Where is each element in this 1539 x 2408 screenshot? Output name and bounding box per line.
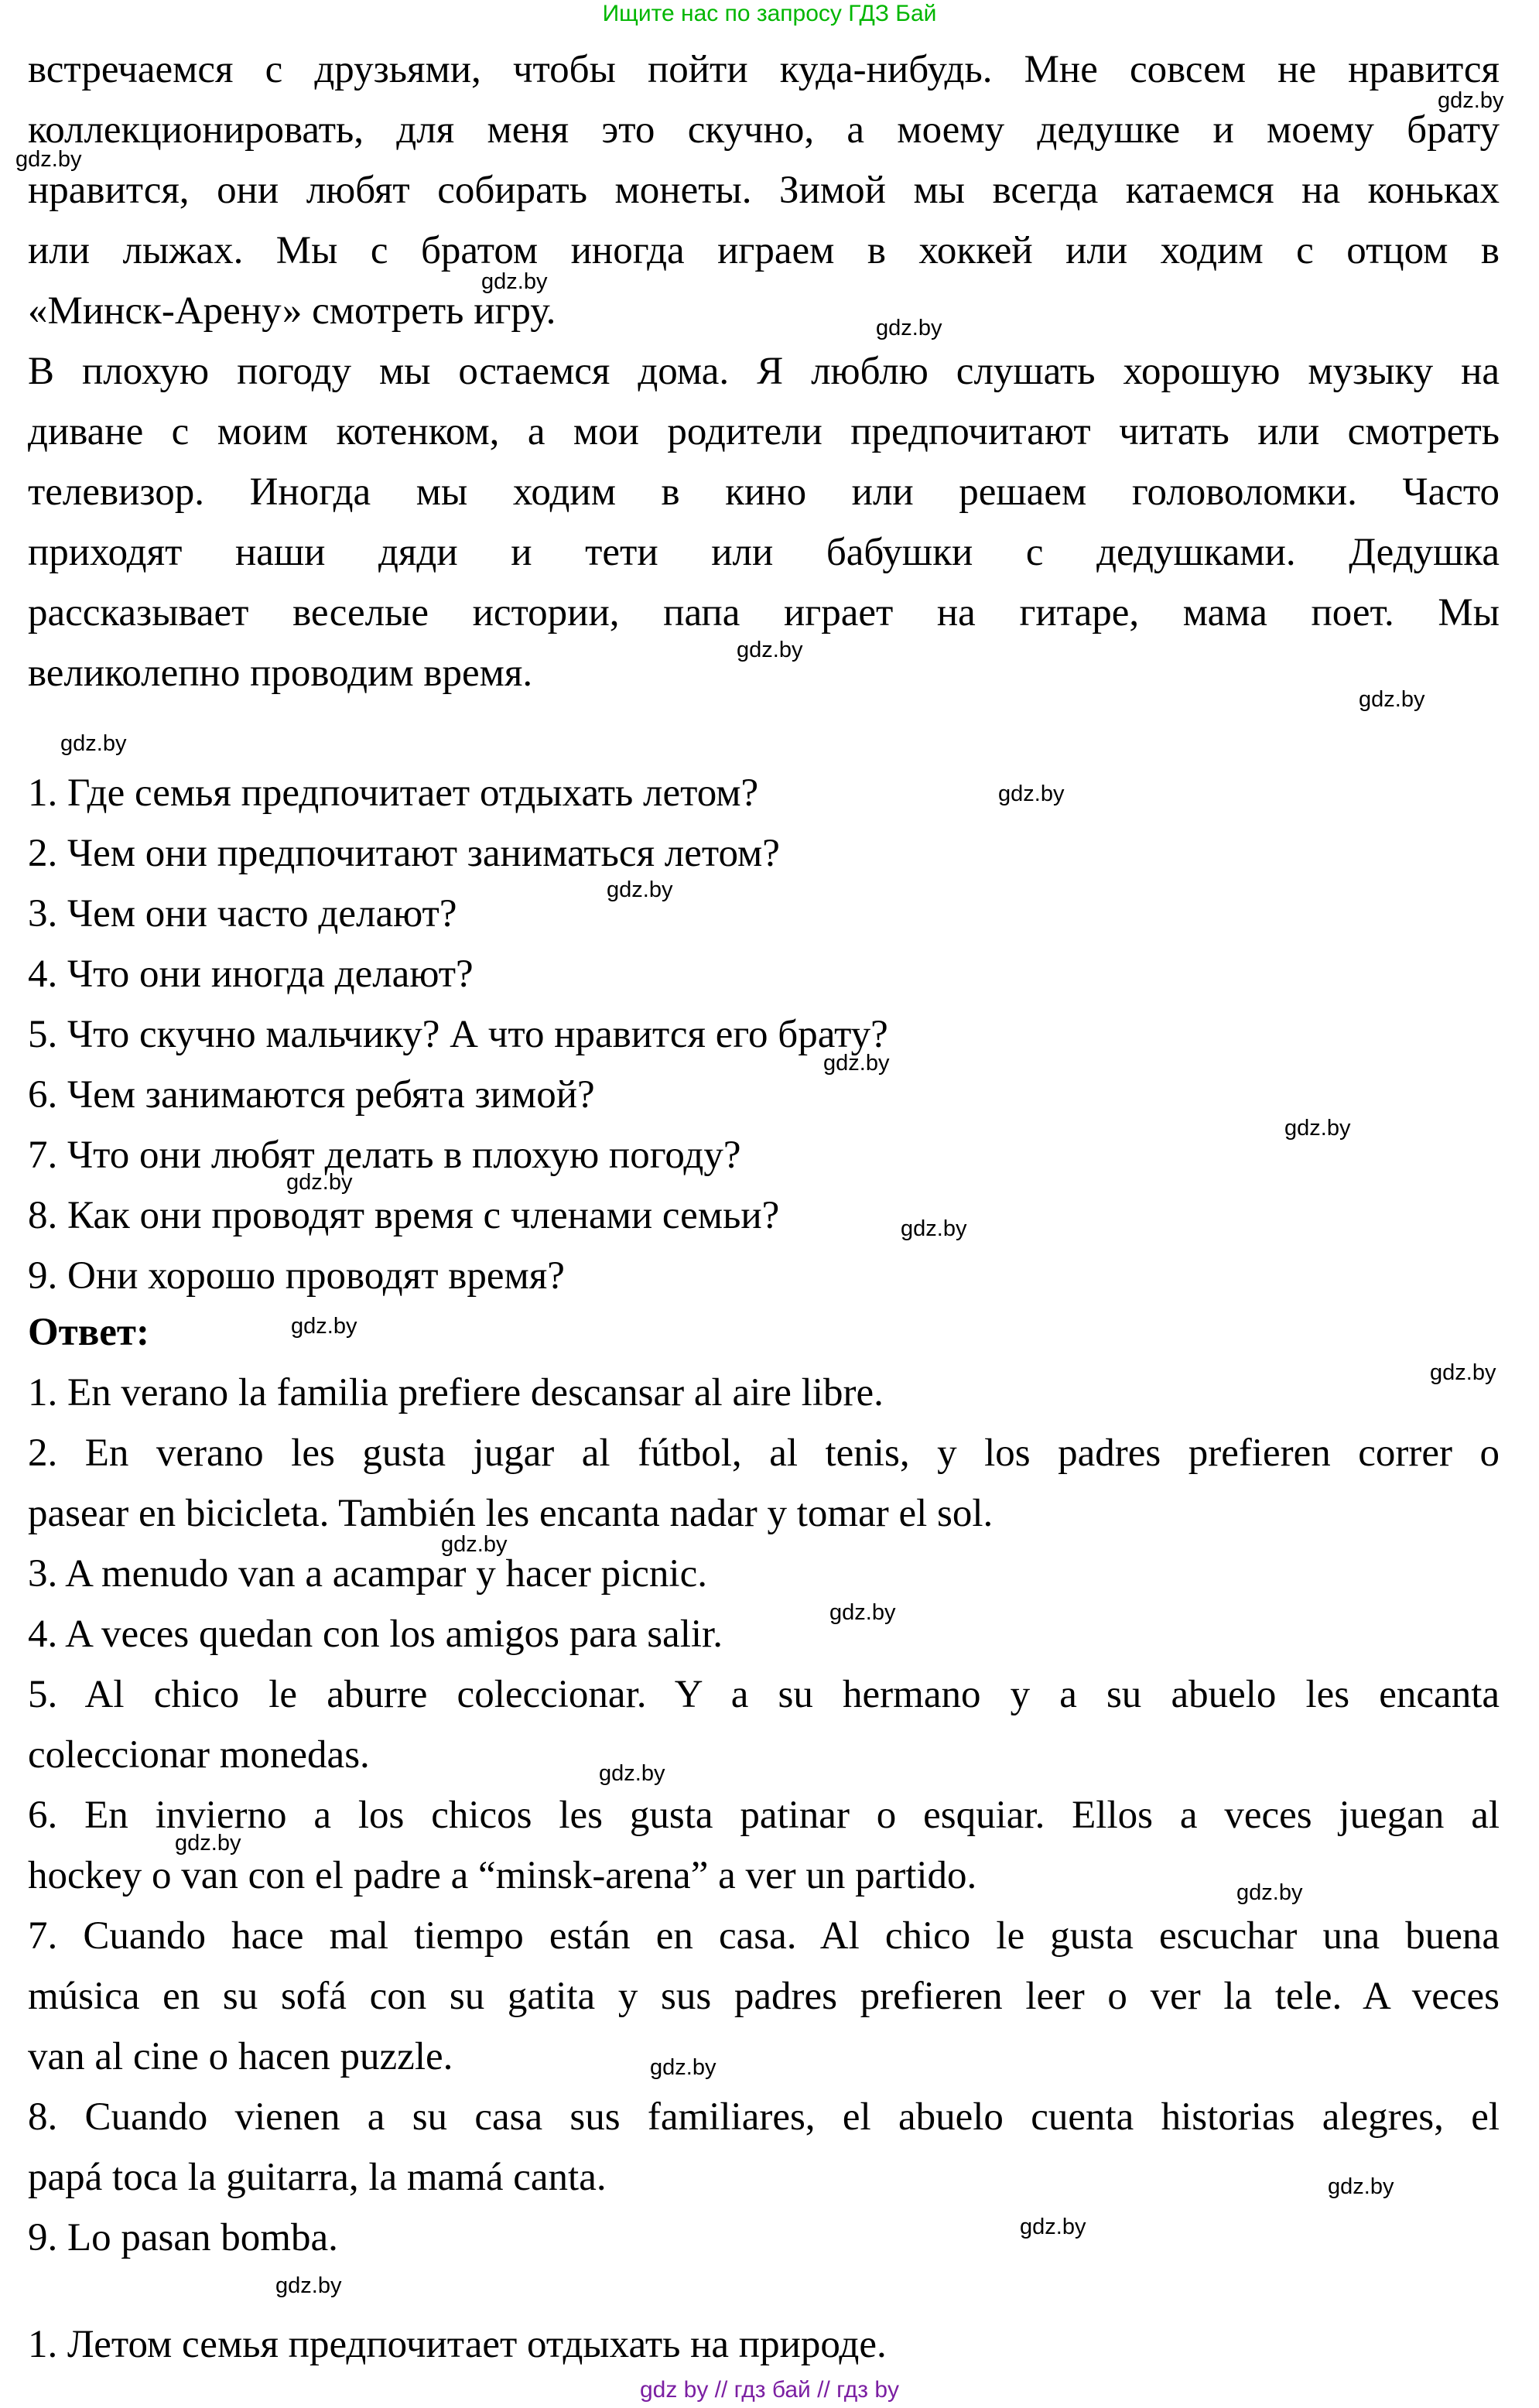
body-line: В плохую погоду мы остаемся дома. Я люблю слушать хорошую музыку на (28, 350, 1500, 393)
watermark: gdz.by (441, 1532, 508, 1557)
answer-line: 5. Al chico le aburre coleccionar. Y a su hermano y a su abuelo les encanta (28, 1673, 1500, 1716)
question-item: 3. Чем они часто делают? (28, 892, 457, 935)
body-line: приходят наши дяди и тети или бабушки с дедушками. Дедушка (28, 531, 1500, 574)
body-line: диване с моим котенком, а мои родители предпочитают читать или смотреть (28, 410, 1500, 453)
body-line: нравится, они любят собирать монеты. Зимой мы всегда катаемся на коньках (28, 169, 1500, 212)
answer-line: pasear en bicicleta. También les encanta nadar y tomar el sol. (28, 1492, 994, 1535)
watermark: gdz.by (607, 877, 673, 902)
watermark: gdz.by (1438, 88, 1504, 113)
answer-line: 1. En verano la familia prefiere descansar al aire libre. (28, 1371, 884, 1414)
answer-line: 7. Cuando hace mal tiempo están en casa. Al chico le gusta escuchar una buena (28, 1914, 1500, 1958)
watermark: gdz.by (175, 1831, 241, 1856)
body-line: коллекционировать, для меня это скучно, а моему дедушке и моему брату (28, 108, 1500, 152)
question-item: 1. Где семья предпочитает отдыхать летом? (28, 771, 759, 815)
watermark: gdz.by (481, 269, 548, 294)
watermark: gdz.by (823, 1051, 890, 1076)
watermark: gdz.by (650, 2055, 716, 2080)
answer-line: hockey o van con el padre a “minsk-arena” a ver un partido. (28, 1854, 977, 1897)
answer-line: papá toca la guitarra, la mamá canta. (28, 2156, 607, 2199)
watermark: gdz.by (1236, 1880, 1303, 1905)
watermark: gdz.by (1020, 2215, 1086, 2239)
answer-line: 8. Cuando vienen a su casa sus familiares, el abuelo cuenta historias alegres, el (28, 2095, 1500, 2139)
body-line: или лыжах. Мы с братом иногда играем в хоккей или ходим с отцом в (28, 229, 1500, 272)
body-line: рассказывает веселые истории, папа играет на гитаре, мама поет. Мы (28, 591, 1500, 634)
question-item: 2. Чем они предпочитают заниматься летом? (28, 832, 780, 875)
watermark: gdz.by (599, 1761, 665, 1786)
answer-line: 6. En invierno a los chicos les gusta patinar o esquiar. Ellos a veces juegan al (28, 1794, 1500, 1837)
body-line: «Минск-Арену» смотреть игру. (28, 289, 556, 333)
question-item: 4. Что они иногда делают? (28, 953, 474, 996)
final-line: 1. Летом семья предпочитает отдыхать на природе. (28, 2323, 887, 2366)
watermark: gdz.by (1359, 687, 1425, 712)
watermark: gdz.by (60, 731, 127, 756)
answer-line: 9. Lo pasan bomba. (28, 2216, 338, 2259)
footer-banner[interactable]: gdz by // гдз бай // гдз by (639, 2377, 900, 2403)
question-item: 8. Как они проводят время с членами семьи? (28, 1194, 780, 1237)
watermark: gdz.by (829, 1600, 896, 1625)
watermark: gdz.by (286, 1170, 353, 1195)
question-item: 6. Чем занимаются ребята зимой? (28, 1073, 595, 1117)
question-item: 9. Они хорошо проводят время? (28, 1254, 565, 1298)
answer-line: 3. A menudo van a acampar y hacer picnic. (28, 1552, 707, 1596)
question-item: 5. Что скучно мальчику? А что нравится его брату? (28, 1013, 888, 1056)
answer-heading: Ответ: (28, 1311, 149, 1354)
watermark: gdz.by (901, 1216, 967, 1241)
watermark: gdz.by (876, 316, 942, 340)
question-item: 7. Что они любят делать в плохую погоду? (28, 1134, 741, 1177)
watermark: gdz.by (1328, 2174, 1394, 2199)
watermark: gdz.by (998, 782, 1065, 806)
body-line: встречаемся с друзьями, чтобы пойти куда-нибудь. Мне совсем не нравится (28, 48, 1500, 91)
body-line: телевизор. Иногда мы ходим в кино или решаем головоломки. Часто (28, 470, 1500, 514)
watermark: gdz.by (275, 2273, 342, 2298)
watermark: gdz.by (291, 1314, 357, 1339)
watermark: gdz.by (1430, 1360, 1496, 1385)
watermark: gdz.by (15, 147, 82, 172)
answer-line: van al cine o hacen puzzle. (28, 2035, 453, 2078)
answer-line: coleccionar monedas. (28, 1733, 370, 1777)
header-banner[interactable]: Ищите нас по запросу ГДЗ Бай (602, 1, 937, 26)
watermark: gdz.by (737, 638, 803, 662)
answer-line: música en su sofá con su gatita y sus padres prefieren leer o ver la tele. A veces (28, 1975, 1500, 2018)
answer-line: 4. A veces quedan con los amigos para salir. (28, 1613, 723, 1656)
watermark: gdz.by (1284, 1116, 1351, 1141)
body-line: великолепно проводим время. (28, 652, 533, 695)
answer-line: 2. En verano les gusta jugar al fútbol, al tenis, y los padres prefieren correr o (28, 1431, 1500, 1475)
